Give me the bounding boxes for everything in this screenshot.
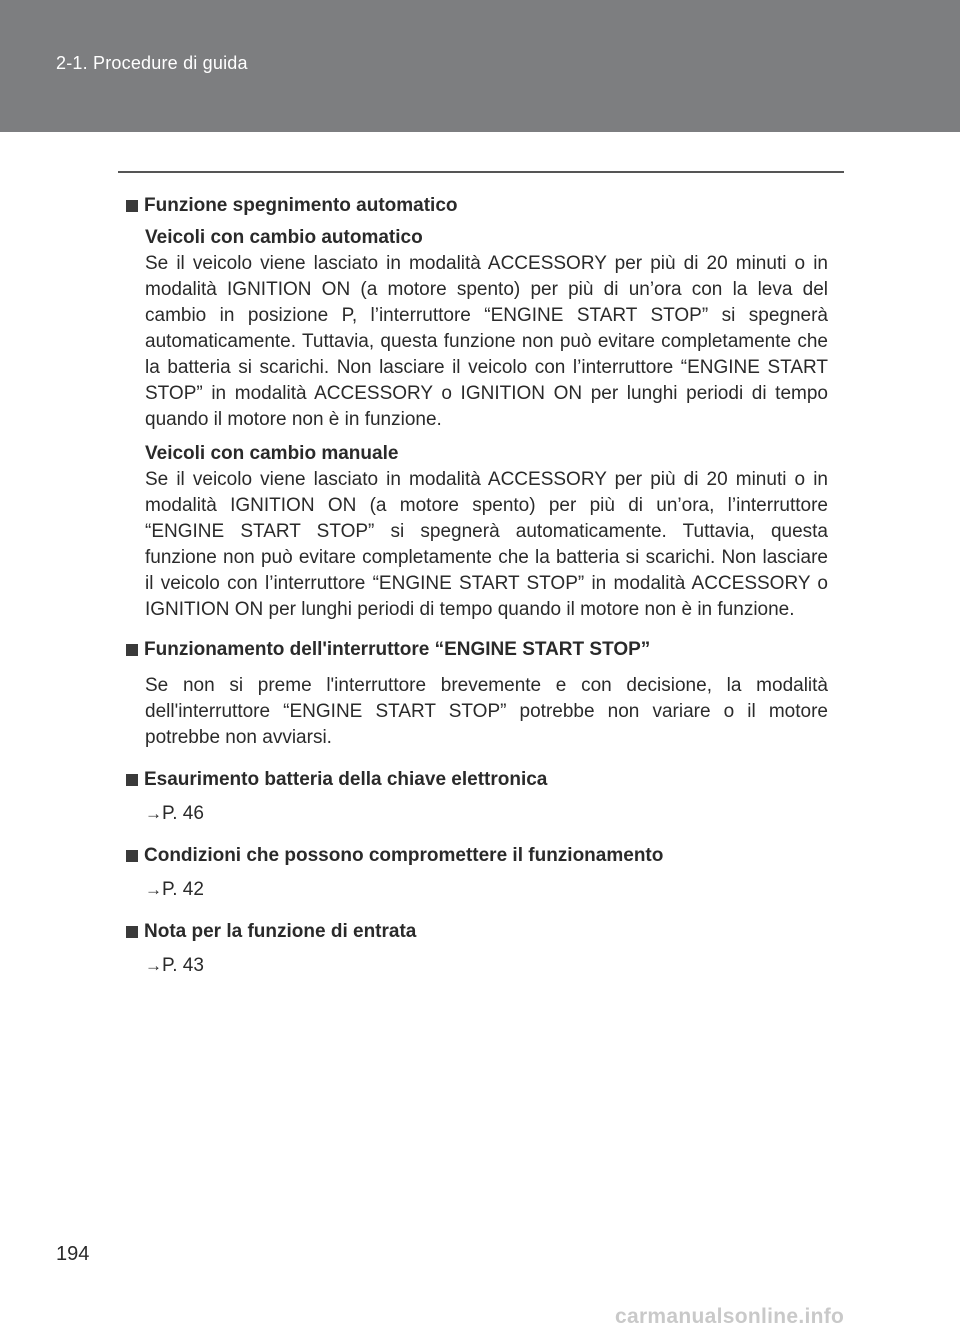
page-content [126,193,828,979]
square-bullet-icon [126,850,138,862]
subheading: Veicoli con cambio manuale [145,443,399,464]
page-reference[interactable]: →P. 42 [145,879,204,900]
section-body [126,225,828,623]
subheading: Veicoli con cambio automatico [145,227,423,248]
arrow-right-icon: → [145,804,162,823]
page-reference[interactable]: →P. 43 [145,955,204,976]
square-bullet-icon [126,644,138,656]
arrow-right-icon: → [145,880,162,899]
page-reference[interactable]: →P. 46 [145,803,204,824]
square-bullet-icon [126,200,138,212]
section-heading: Nota per la funzione di entrata [126,919,828,945]
section-heading: Esaurimento batteria della chiave elettronica [126,767,828,793]
page-number: 194 [56,1243,90,1265]
divider [118,171,844,173]
section-title: 2-1. Procedure di guida [56,53,248,73]
header-band [0,0,960,132]
square-bullet-icon [126,774,138,786]
section-heading: Funzionamento dell'interruttore “ENGINE START STOP” [126,637,828,663]
square-bullet-icon [126,926,138,938]
paragraph: Se non si preme l'interruttore brevemente e con decisione, la modalità dell'interruttore “ENGINE START STOP” potrebbe non variare o il motore potrebbe non avviarsi. [145,675,828,748]
section-heading: Funzione spegnimento automatico [126,193,828,219]
paragraph: Se il veicolo viene lasciato in modalità ACCESSORY per più di 20 minuti o in modalità IGNITION ON (a motore spento) per più di un’ora, l’interruttore “ENGINE START STOP” si spegnerà automaticamente. Tuttavia, questa funzione non può evitare completamente che la batteria si scarichi. Non lasciare il veicolo con l’interruttore “ENGINE START STOP” in modalità ACCESSORY o IGNITION ON per lunghi periodi di tempo quando il motore non è in funzione. [145,469,828,620]
paragraph: Se il veicolo viene lasciato in modalità ACCESSORY per più di 20 minuti o in modalità IGNITION ON (a motore spento) per più di un’ora con la leva del cambio in posizione P, l’interruttore “ENGINE START STOP” si spegnerà automaticamente. Tuttavia, questa funzione non può evitare completamente che la batteria si scarichi. Non lasciare il veicolo con l’interruttore “ENGINE START STOP” in modalità ACCESSORY o IGNITION ON per lunghi periodi di tempo quando il motore non è in funzione. [145,253,828,430]
arrow-right-icon: → [145,956,162,975]
section-heading: Condizioni che possono compromettere il funzionamento [126,843,828,869]
watermark: carmanualsonline.info [615,1305,845,1328]
